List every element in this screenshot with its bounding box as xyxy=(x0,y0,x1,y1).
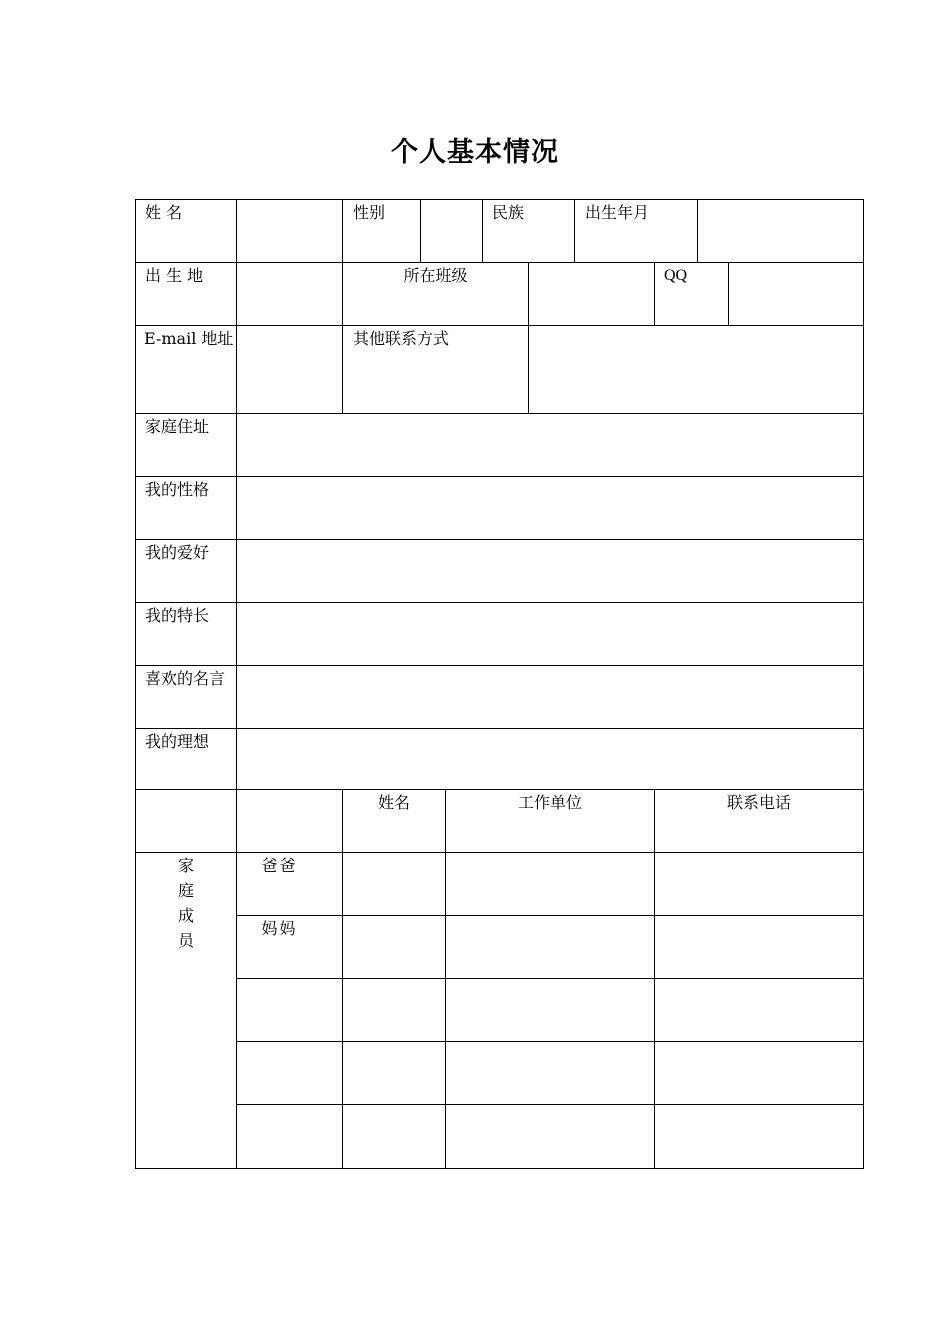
personality-label: 我的性格 xyxy=(145,480,210,499)
quote-input[interactable] xyxy=(237,666,863,728)
family-section-label: 家庭成员 xyxy=(177,856,194,950)
ethnicity-input[interactable] xyxy=(483,224,574,262)
family-member-label: 妈妈 xyxy=(261,919,298,938)
family-member-phone-input[interactable] xyxy=(655,979,863,1041)
ideal-label: 我的理想 xyxy=(145,732,210,751)
talent-label: 我的特长 xyxy=(145,606,210,625)
hobby-label: 我的爱好 xyxy=(145,543,210,562)
family-workplace-header: 工作单位 xyxy=(517,793,582,812)
other-contact-label: 其他联系方式 xyxy=(353,329,450,348)
address-input[interactable] xyxy=(237,414,863,476)
family-member-name-input[interactable] xyxy=(343,1105,445,1168)
column-divider xyxy=(654,262,655,325)
birthplace-input[interactable] xyxy=(237,263,342,325)
family-member-relation-input[interactable] xyxy=(237,1105,342,1168)
class-label: 所在班级 xyxy=(403,266,468,285)
family-member-name-input[interactable] xyxy=(343,1042,445,1104)
family-member-label: 爸爸 xyxy=(261,856,298,875)
family-member-workplace-input[interactable] xyxy=(446,853,654,915)
family-member-workplace-input[interactable] xyxy=(446,916,654,978)
name-label: 姓 名 xyxy=(145,203,183,222)
family-member-workplace-input[interactable] xyxy=(446,1042,654,1104)
family-member-phone-input[interactable] xyxy=(655,853,863,915)
qq-input[interactable] xyxy=(729,263,863,325)
page-title: 个人基本情况 xyxy=(391,137,559,168)
family-member-phone-input[interactable] xyxy=(655,1105,863,1168)
address-label: 家庭住址 xyxy=(145,417,210,436)
family-phone-header: 联系电话 xyxy=(726,793,791,812)
family-name-header: 姓名 xyxy=(377,793,410,812)
name-input[interactable] xyxy=(237,200,342,262)
ethnicity-label: 民族 xyxy=(492,203,525,222)
family-member-phone-input[interactable] xyxy=(655,916,863,978)
column-divider xyxy=(342,199,343,262)
birth-date-input[interactable] xyxy=(698,200,863,262)
talent-input[interactable] xyxy=(237,603,863,665)
row-divider xyxy=(135,789,864,790)
gender-input[interactable] xyxy=(421,200,482,262)
column-divider xyxy=(574,199,575,262)
birth-date-label: 出生年月 xyxy=(585,203,650,222)
family-member-name-input[interactable] xyxy=(343,979,445,1041)
gender-label: 性别 xyxy=(353,203,386,222)
email-input[interactable] xyxy=(237,326,342,413)
quote-label: 喜欢的名言 xyxy=(145,669,226,688)
family-member-relation-input[interactable] xyxy=(237,979,342,1041)
birthplace-label: 出 生 地 xyxy=(145,266,204,285)
family-member-workplace-input[interactable] xyxy=(446,1105,654,1168)
family-member-relation-input[interactable] xyxy=(237,1042,342,1104)
other-contact-input[interactable] xyxy=(529,326,863,413)
email-label: E-mail 地址 xyxy=(144,329,234,348)
column-divider xyxy=(342,325,343,413)
family-member-name-input[interactable] xyxy=(343,916,445,978)
hobby-input[interactable] xyxy=(237,540,863,602)
family-member-phone-input[interactable] xyxy=(655,1042,863,1104)
personality-input[interactable] xyxy=(237,477,863,539)
class-input[interactable] xyxy=(529,263,654,325)
qq-label: QQ xyxy=(664,267,688,284)
family-member-name-input[interactable] xyxy=(343,853,445,915)
family-member-workplace-input[interactable] xyxy=(446,979,654,1041)
ideal-input[interactable] xyxy=(237,729,863,789)
